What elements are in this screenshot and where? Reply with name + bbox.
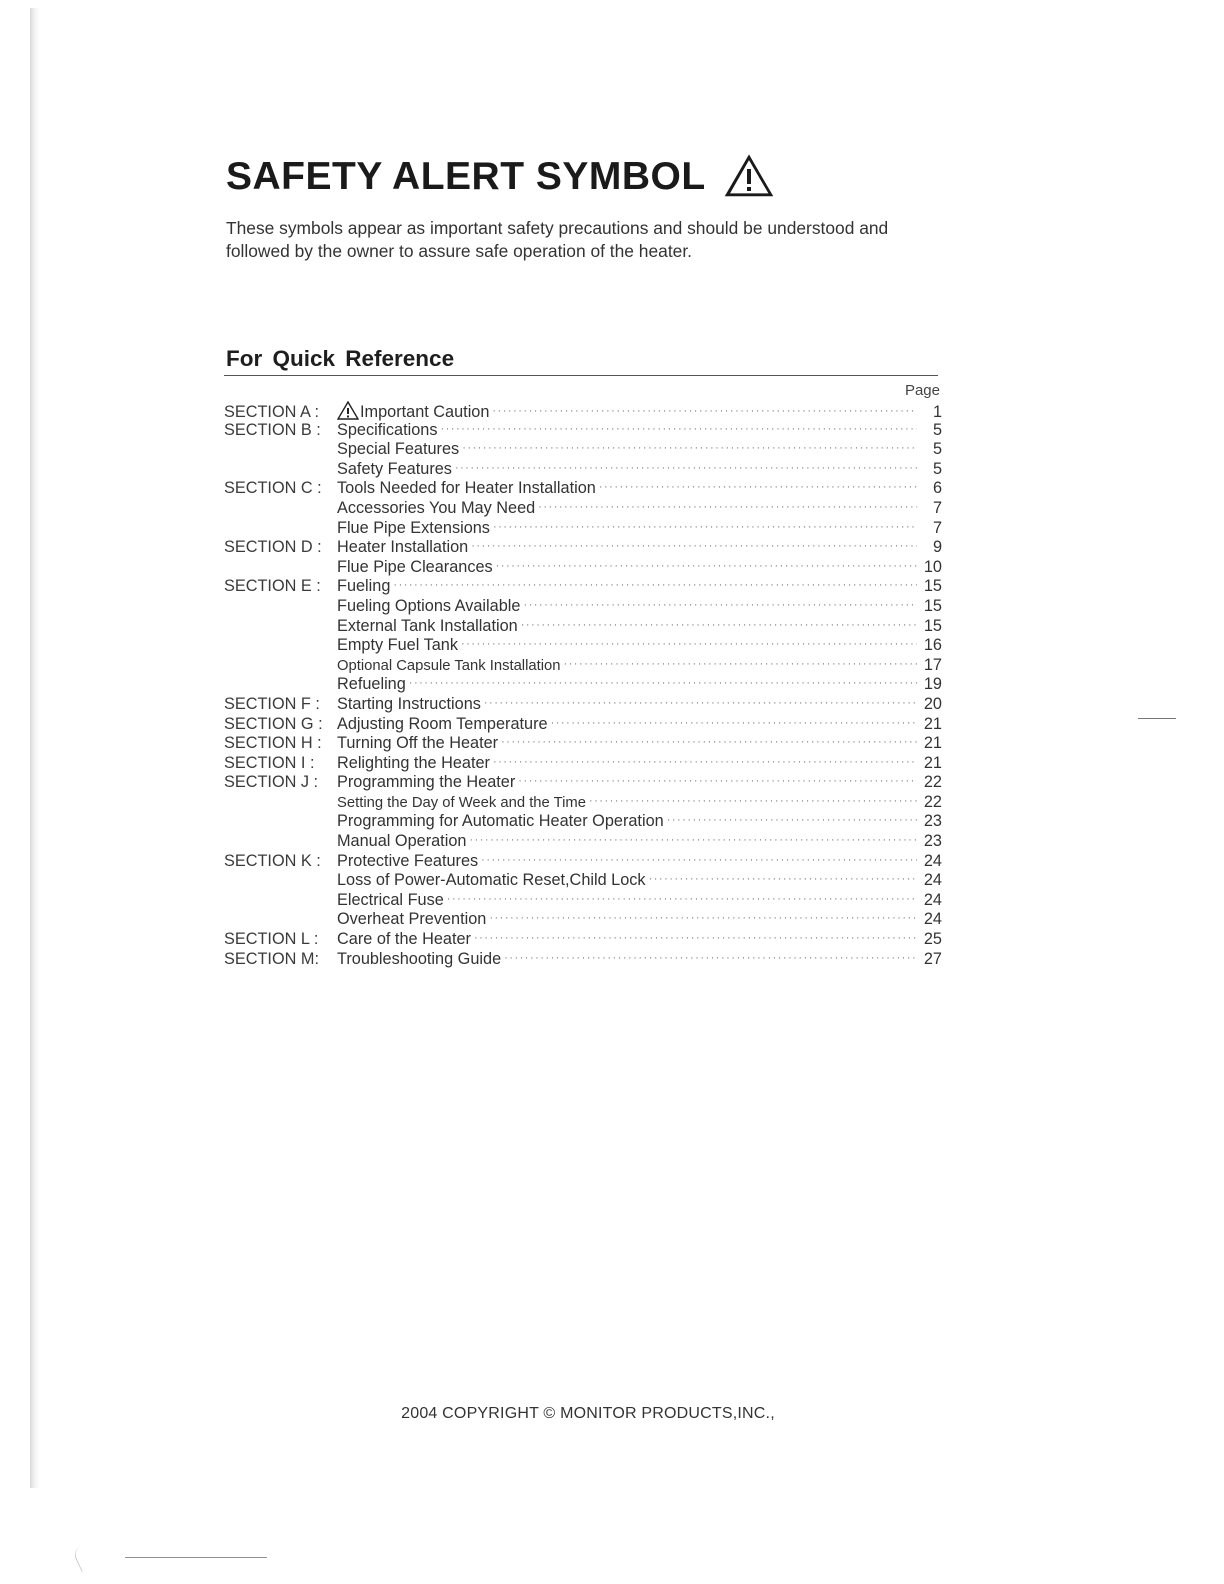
toc-entry-title <box>337 460 452 479</box>
toc-entry-text: Flue Pipe Extensions <box>337 518 490 537</box>
toc-entry-text: Starting Instructions <box>337 694 481 713</box>
toc-entry-text: Care of the Heater <box>337 930 471 949</box>
toc-row <box>224 773 942 793</box>
toc-row <box>224 656 942 676</box>
toc-heading: For Quick Reference <box>226 346 455 371</box>
toc-entry-text: Fueling <box>337 577 391 596</box>
toc-dot-leader <box>447 893 917 905</box>
toc-dot-leader <box>521 619 917 631</box>
toc-row <box>224 715 942 735</box>
toc-page-number: 17 <box>923 655 942 674</box>
toc-dot-leader <box>469 834 917 846</box>
toc-entry-title <box>337 871 646 890</box>
toc-entry-text: Refueling <box>337 675 406 694</box>
toc-page-number: 5 <box>932 420 942 439</box>
toc-entry-title <box>337 695 481 714</box>
toc-page-number: 6 <box>932 479 942 498</box>
intro-paragraph: These symbols appear as important safety precautions and should be understood and followed by the owner to assure safe operation of the heater. <box>226 218 889 261</box>
toc-entry-title <box>337 950 501 969</box>
toc-page-number: 10 <box>923 557 942 576</box>
toc-dot-leader <box>440 423 917 435</box>
toc-entry-title <box>337 658 560 674</box>
toc-dot-leader <box>481 854 917 866</box>
toc-row <box>224 812 942 832</box>
toc-row <box>224 401 942 421</box>
toc-section-label: SECTION A : <box>224 403 319 421</box>
toc-row <box>224 891 942 911</box>
toc-dot-leader <box>492 405 917 417</box>
toc-entry-text: Electrical Fuse <box>337 890 444 909</box>
toc-page-number: 22 <box>923 773 942 792</box>
toc-page-number: 16 <box>923 636 942 655</box>
toc-page-number: 15 <box>923 577 942 596</box>
toc-entry-title <box>337 401 489 422</box>
toc-section-label: SECTION H : <box>224 734 322 753</box>
toc-row <box>224 950 942 970</box>
toc-entry-text: Safety Features <box>337 459 452 478</box>
toc-dot-leader <box>393 579 917 591</box>
toc-page-number: 15 <box>923 596 942 615</box>
toc-section-label: SECTION F : <box>224 694 320 713</box>
warning-triangle-icon <box>337 401 359 420</box>
toc-entry-text: Relighting the Heater <box>337 753 490 772</box>
toc-section-label: SECTION B : <box>224 420 321 439</box>
toc-section-label: SECTION K : <box>224 851 321 870</box>
toc-page-number: 24 <box>923 871 942 890</box>
toc-entry-text: Fueling Options Available <box>337 596 521 615</box>
toc-entry-text: Tools Needed for Heater Installation <box>337 479 596 498</box>
toc-row <box>224 930 942 950</box>
toc-dot-leader <box>489 912 917 924</box>
toc-entry-title <box>337 538 468 557</box>
toc-page-column-label: Page <box>904 382 940 399</box>
toc-dot-leader <box>496 560 917 572</box>
toc-entry-title <box>337 930 471 949</box>
toc-row <box>224 558 942 578</box>
toc-dot-leader <box>518 775 917 787</box>
toc-row <box>224 910 942 930</box>
toc-entry-text: Loss of Power-Automatic Reset,Child Lock <box>337 871 646 890</box>
toc-row <box>224 538 942 558</box>
page-title: SAFETY ALERT SYMBOL <box>226 154 706 198</box>
toc-entry-text: Important Caution <box>360 403 490 421</box>
title-row <box>226 154 774 198</box>
toc-row <box>224 460 942 480</box>
toc-entry-title <box>337 617 518 636</box>
toc-row <box>224 832 942 852</box>
toc-row <box>224 793 942 813</box>
toc-row <box>224 577 942 597</box>
toc-page-number: 15 <box>923 616 942 635</box>
scan-page-edge <box>30 8 40 1488</box>
toc-page-number: 5 <box>932 459 942 478</box>
toc-entry-text: Accessories You May Need <box>337 498 536 517</box>
toc-dot-leader <box>523 599 917 611</box>
toc-section-label: SECTION L : <box>224 930 319 949</box>
toc-row <box>224 754 942 774</box>
toc-entry-text: Empty Fuel Tank <box>337 636 458 655</box>
toc-section-label: SECTION J : <box>224 773 319 792</box>
toc-entry-text: Turning Off the Heater <box>337 734 499 753</box>
toc-page-number: 9 <box>932 538 942 557</box>
toc-entry-title <box>337 558 493 577</box>
toc-entry-text: Special Features <box>337 440 460 459</box>
toc-entry-text: External Tank Installation <box>337 616 518 635</box>
toc-entry-text: Programming the Heater <box>337 773 516 792</box>
toc-entry-title <box>337 421 437 440</box>
toc-dot-leader <box>667 814 917 826</box>
toc-row <box>224 479 942 499</box>
toc-page-number: 1 <box>932 403 942 421</box>
toc-row <box>224 499 942 519</box>
toc-section-label: SECTION G : <box>224 714 323 733</box>
toc-entry-text: Overheat Prevention <box>337 910 487 929</box>
toc-page-number: 5 <box>932 440 942 459</box>
toc-entry-text: Troubleshooting Guide <box>337 949 502 968</box>
toc-page-number: 24 <box>923 851 942 870</box>
toc-page-number: 19 <box>923 675 942 694</box>
toc-dot-leader <box>493 521 917 533</box>
toc-entry-title <box>337 891 444 910</box>
toc-page-number: 21 <box>923 714 942 733</box>
warning-triangle-icon <box>724 154 774 198</box>
toc-page-number: 21 <box>923 753 942 772</box>
toc-entry-text: Heater Installation <box>337 538 469 557</box>
toc-entry-title <box>337 715 548 734</box>
toc-dot-leader <box>504 952 917 964</box>
toc-row <box>224 871 942 891</box>
toc-row <box>224 675 942 695</box>
toc-entry-text: Setting the Day of Week and the Time <box>337 794 586 811</box>
toc-entry-title <box>337 597 520 616</box>
toc-dot-leader <box>471 540 917 552</box>
toc-row <box>224 617 942 637</box>
toc-dot-leader <box>649 873 917 885</box>
toc-row <box>224 695 942 715</box>
margin-dash <box>1138 718 1176 719</box>
toc-section-label: SECTION E : <box>224 577 321 596</box>
copyright-notice: 2004 COPYRIGHT © MONITOR PRODUCTS,INC., <box>401 1405 775 1422</box>
toc-page-number: 22 <box>923 792 942 811</box>
toc-dot-leader <box>551 717 917 729</box>
toc-page-number: 7 <box>932 498 942 517</box>
toc-dot-leader <box>409 677 917 689</box>
toc-entry-text: Optional Capsule Tank Installation <box>337 657 561 674</box>
toc-entry-title <box>337 636 458 655</box>
toc-entry-text: Programming for Automatic Heater Operation <box>337 812 664 831</box>
toc-dot-leader <box>462 442 917 454</box>
toc-entry-title <box>337 795 586 811</box>
toc-entry-text: Flue Pipe Clearances <box>337 557 493 576</box>
toc-dot-leader <box>538 501 917 513</box>
toc-entry-title <box>337 773 515 792</box>
toc-entry-title <box>337 675 406 694</box>
toc-entry-title <box>337 519 490 538</box>
toc-entry-text: Manual Operation <box>337 832 467 851</box>
toc-entry-text: Adjusting Room Temperature <box>337 714 548 733</box>
toc-entry-text: Protective Features <box>337 851 479 870</box>
toc-entry-title <box>337 577 390 596</box>
toc-row <box>224 852 942 872</box>
toc-row <box>224 597 942 617</box>
toc-page-number: 7 <box>932 518 942 537</box>
toc-dot-leader <box>589 795 917 807</box>
toc-section-label: SECTION C : <box>224 479 322 498</box>
toc-entry-title <box>337 440 459 459</box>
toc-page-number: 23 <box>923 812 942 831</box>
toc-entry-title <box>337 910 486 929</box>
toc-dot-leader <box>461 638 917 650</box>
toc-entry-title <box>337 754 490 773</box>
scan-artifact-line <box>125 1557 267 1558</box>
toc-dot-leader <box>599 481 917 493</box>
toc-row <box>224 636 942 656</box>
toc-dot-leader <box>493 756 917 768</box>
toc-entry-title <box>337 812 664 831</box>
toc-dot-leader <box>474 932 917 944</box>
toc-section-label: SECTION I : <box>224 753 315 772</box>
toc-page-number: 23 <box>923 832 942 851</box>
toc-entry-text: Specifications <box>337 420 438 439</box>
toc-entry-title <box>337 479 596 498</box>
toc-dot-leader <box>455 462 917 474</box>
toc-page-number: 21 <box>923 734 942 753</box>
table-of-contents <box>224 401 942 969</box>
toc-row <box>224 734 942 754</box>
toc-entry-title <box>337 832 466 851</box>
toc-page-number: 27 <box>923 949 942 968</box>
toc-row <box>224 421 942 441</box>
toc-dot-leader <box>484 697 917 709</box>
toc-entry-title <box>337 734 498 753</box>
toc-page-number: 20 <box>923 694 942 713</box>
toc-section-label: SECTION D : <box>224 538 322 557</box>
toc-section-label: SECTION M: <box>224 949 319 968</box>
toc-entry-title <box>337 852 478 871</box>
scan-artifact-mark <box>72 1544 96 1572</box>
toc-heading-rule <box>224 375 938 376</box>
toc-dot-leader <box>563 658 917 670</box>
toc-entry-title <box>337 499 535 518</box>
toc-dot-leader <box>501 736 917 748</box>
toc-page-number: 24 <box>923 890 942 909</box>
toc-page-number: 24 <box>923 910 942 929</box>
toc-row <box>224 440 942 460</box>
toc-row <box>224 519 942 539</box>
toc-page-number: 25 <box>923 930 942 949</box>
